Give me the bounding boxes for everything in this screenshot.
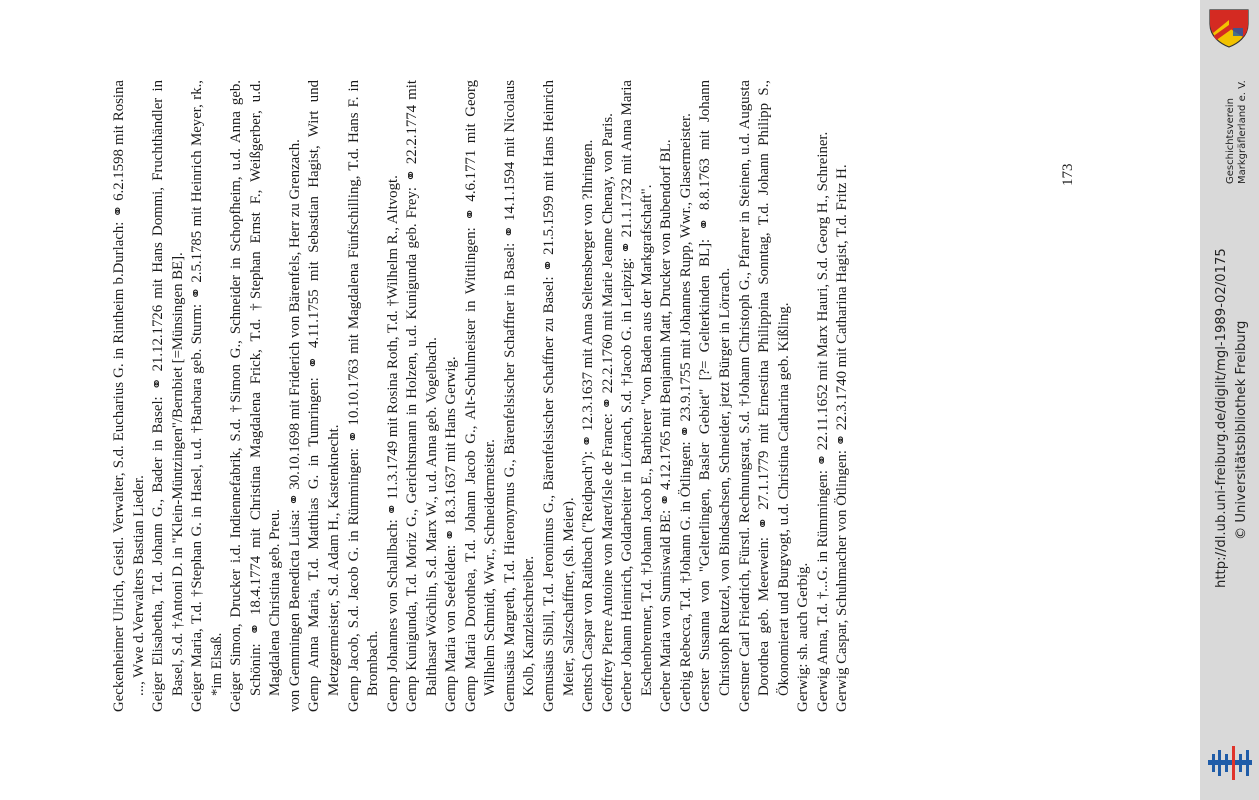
page-number: 173: [1060, 163, 1076, 186]
register-entry: Gerwig Anna, T.d. †...G. in Rümmingen: ⚭ 22.11.1652 mit Marx Hauri, S.d. Georg H., Schreiner.: [814, 131, 831, 712]
register-entry: Gemp Johannes von Schallbach: ⚭ 11.3.1749 mit Rosina Roth, T.d. †Wilhelm R., Altvogt.: [384, 175, 401, 712]
register-entry: Gemp Maria von Seefelden: ⚭ 18.3.1637 mit Hans Gerwig.: [443, 356, 460, 712]
society-name-line2: Markgräflerland e. V.: [1237, 80, 1248, 184]
register-entry: Geckenheimer Ulrich, Geistl. Verwalter, S.d. Eucharius G. in Rintheim b.Durlach: ⚭ 6.2.1598 mit Rosina ..., Wwe d.Verwalters Bastian Lieder.: [111, 80, 147, 712]
register-entry: Gerwig Caspar, Schuhmacher von Ötlingen: ⚭ 22.3.1740 mit Catharina Hagist, T.d. Fritz H.: [834, 164, 851, 712]
register-entry: Gemp Anna Maria, T.d. Matthias G. in Tumringen: ⚭ 4.11.1755 mit Sebastian Hagist, Wirt und Metzgermeister, S.d. Adam H., Kastenknecht.: [306, 80, 343, 712]
register-entry: Gerwig: sh. auch Gerbig.: [795, 562, 812, 712]
register-entry: Gemusäus Sibill, T.d. Jeronimus G., Bärenfelsischer Schaffner zu Basel: ⚭ 21.5.1599 mit Hans Heinrich Meier, Salzschaffner, (sh. Meier).: [541, 80, 577, 712]
register-entry: Geiger Simon, Drucker i.d. Indiennefabrik, S.d. †Simon G., Schneider in Schopfheim, u.d. Anna geb. Schönin: ⚭ 18.4.1774 mit Christina Magdalena Frick, T.d. †Stephan Ernst F., Weißgerber, u.d. Magdalena Christina geb. Preu.: [228, 80, 284, 712]
library-logo-icon: [1208, 745, 1252, 781]
register-entry: Geiger Elisabetha, T.d. Johann G., Bader in Basel: ⚭ 21.12.1726 mit Hans Dommi, Fruchthändler in Basel, S.d. †Antoni D. in "Klein-Müntzingen"/Bernbiet [=Münsingen BE].: [150, 80, 186, 712]
register-entry: Gerstner Carl Friedrich, Fürstl. Rechnungsrat, S.d. †Johann Christoph G., Pfarrer in Steinen, u.d. Augusta Dorothea geb. Meerwein: ⚭ 27.1.1779 mit Ernestina Philippina Sonntag, T.d. Johann Philipp S., Ökonomierat und Burgvogt, u.d. Christina Catharina geb. Kißling.: [736, 80, 792, 712]
society-name-line1: Geschichtsverein: [1225, 98, 1236, 184]
register-entry: Gentsch Caspar von Raitbach ("Reidpach"): ⚭ 12.3.1637 mit Anna Seltensberger von ?Ihringen.: [580, 139, 597, 712]
register-entry: Gerbig Rebecca, T.d. †Johann G. in Ötlingen: ⚭ 23.9.1755 mit Johannes Rupp, Wwr., Glasermeister.: [677, 113, 694, 712]
register-entry: Gerber Johann Heinrich, Goldarbeiter in Lörrach, S.d. †Jacob G. in Leipzig: ⚭ 21.1.1732 mit Anna Maria Eschenbrenner, T.d. †Johann Jacob E., Barbierer "von Baden aus der Markgrafschaft".: [619, 80, 655, 712]
register-entry: Gerster Susanna von "Gelterlingen, Basler Gebiet" [?= Gelterkinden BL]: ⚭ 8.8.1763 mit Johann Christoph Reutzel, von Bindsachsen, Schneider, jetzt Bürger in Lörrach.: [697, 80, 733, 712]
register-entry: Gemp Jacob, S.d. Jacob G. in Rümmingen: ⚭ 10.10.1763 mit Magdalena Fünfschilling, T.d. Hans F. in Brombach.: [345, 80, 382, 712]
copyright-notice: © Universitätsbibliothek Freiburg: [1234, 320, 1249, 540]
register-entry: Gemp Maria Dorothea, T.d. Johann Jacob G., Alt-Schulmeister in Wittlingen: ⚭ 4.6.1771 mit Georg Wilhelm Schmidt, Wwr., Schneidermeister.: [462, 80, 499, 712]
coat-of-arms-icon: [1207, 8, 1251, 48]
register-entry: Geoffrey Pierre Antoine von Maret/Isle de France: ⚭ 22.2.1760 mit Marie Jeanne Chenay, von Paris.: [599, 113, 616, 712]
library-sidebar: [1200, 0, 1259, 800]
register-entry: Gerber Maria von Sumiswald BE: ⚭ 4.12.1765 mit Benjamin Matt, Drucker von Bubendorf BL.: [658, 139, 675, 712]
entry-list: [110, 80, 853, 712]
register-entry: Gemusäus Margreth, T.d. Hieronymus G., Bärenfelsischer Schaffner in Basel: ⚭ 14.1.1594 mit Nicolaus Kolb, Kanzleischreiber.: [501, 80, 538, 712]
register-entry: von Gemmingen Benedicta Luisa: ⚭ 30.10.1698 mit Friderich von Bärenfels, Herr zu Grenzach.: [286, 139, 303, 712]
register-entry: Gemp Kunigunda, T.d. Moriz G., Gerichtsmann in Holzen, u.d. Kunigunda geb. Frey: ⚭ 22.2.1774 mit Balthasar Wöchlin, S.d. Marx W., u.d. Anna geb. Vogelbach.: [404, 80, 440, 712]
register-entry: Geiger Maria, T.d. †Stephan G. in Hasel, u.d. †Barbara geb. Sturm: ⚭ 2.5.1785 mit Heinrich Meyer, rk., *im Elsaß.: [189, 80, 225, 712]
source-url-link[interactable]: http://dl.ub.uni-freiburg.de/diglit/mgl-1989-02/0175: [1214, 248, 1229, 588]
